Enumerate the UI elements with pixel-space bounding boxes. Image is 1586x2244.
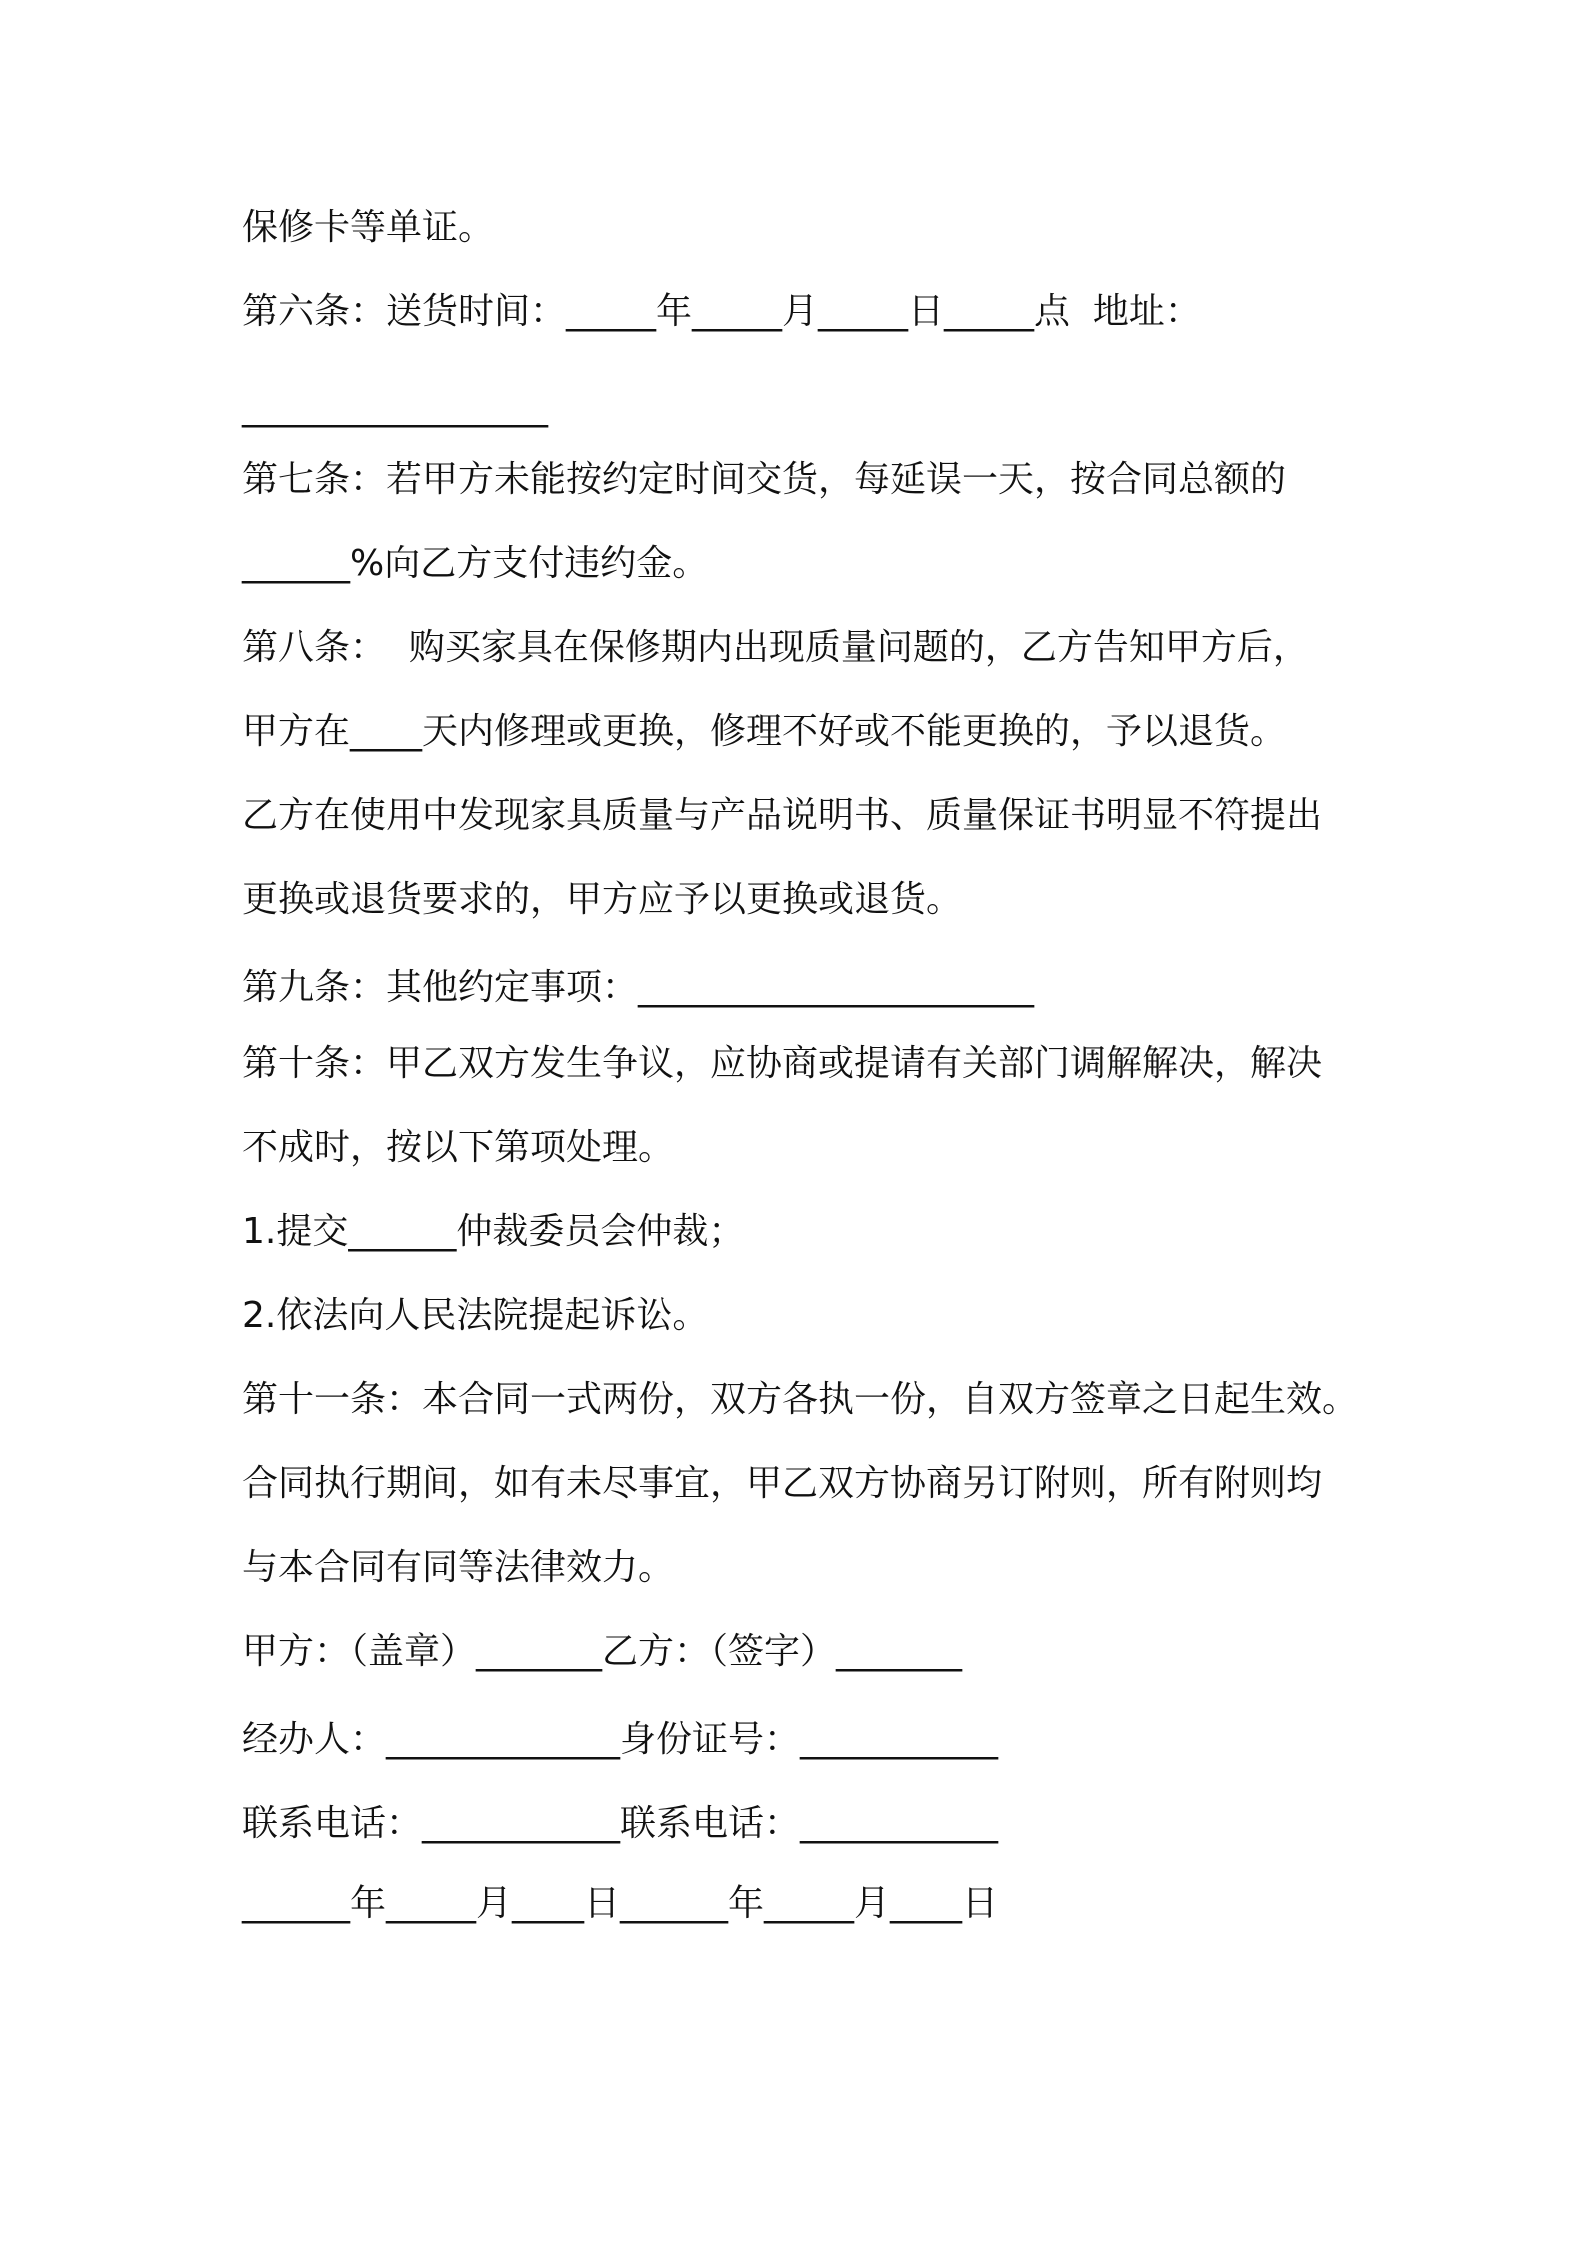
clause-10-option-2: 2.依法向人民法院提起诉讼。 [242, 1295, 709, 1336]
clause-5-end: 保修卡等单证。 [242, 207, 495, 248]
clause-6-address-blank: _________________ [242, 387, 548, 428]
clause-8-line-1: 第八条： 购买家具在保修期内出现质量问题的，乙方告知甲方后， [242, 627, 1309, 668]
clause-11-line-1: 第十一条：本合同一式两份，双方各执一份，自双方签章之日起生效。 [242, 1379, 1359, 1420]
clause-11-line-2: 合同执行期间，如有未尽事宜，甲乙双方协商另订附则，所有附则均 [242, 1463, 1323, 1504]
clause-10-option-1: 1.提交______仲裁委员会仲裁； [242, 1211, 745, 1252]
clause-8-line-3: 乙方在使用中发现家具质量与产品说明书、质量保证书明显不符提出 [242, 795, 1323, 836]
signature-party-line: 甲方：（盖章）_______乙方：（签字）_______ [242, 1631, 963, 1672]
date-line: ______年_____月____日______年_____月____日 [242, 1883, 998, 1924]
clause-10-line-2: 不成时，按以下第项处理。 [242, 1127, 675, 1168]
clause-8-line-2: 甲方在____天内修理或更换，修理不好或不能更换的，予以退货。 [242, 711, 1287, 752]
clause-6-delivery-time: 第六条：送货时间：_____年_____月_____日_____点 地址： [242, 291, 1201, 332]
clause-8-line-4: 更换或退货要求的，甲方应予以更换或退货。 [242, 879, 963, 920]
clause-7-line-2: ______%向乙方支付违约金。 [242, 543, 709, 584]
clause-11-line-3: 与本合同有同等法律效力。 [242, 1547, 675, 1588]
clause-10-line-1: 第十条：甲乙双方发生争议，应协商或提请有关部门调解解决，解决 [242, 1043, 1323, 1084]
clause-7-line-1: 第七条：若甲方未能按约定时间交货，每延误一天，按合同总额的 [242, 459, 1287, 500]
agent-id-line: 经办人：_____________身份证号：___________ [242, 1719, 999, 1760]
clause-9: 第九条：其他约定事项：______________________ [242, 967, 1035, 1008]
phone-line: 联系电话：___________联系电话：___________ [242, 1803, 999, 1844]
